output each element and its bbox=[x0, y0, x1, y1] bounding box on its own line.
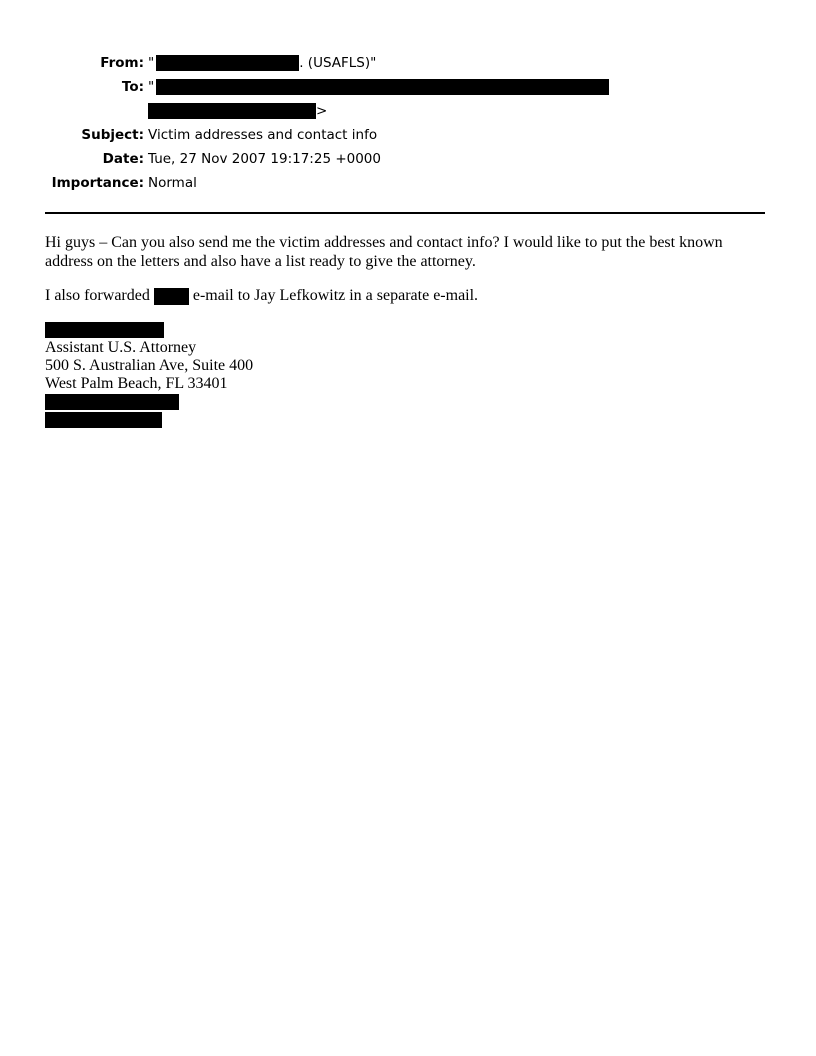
from-row bbox=[0, 52, 816, 76]
from-suffix: . (USAFLS)" bbox=[299, 55, 377, 71]
importance-row bbox=[0, 172, 816, 196]
header-divider bbox=[45, 212, 765, 214]
date-label: Date: bbox=[102, 151, 144, 167]
signature-address-line-1: 500 S. Australian Ave, Suite 400 bbox=[45, 356, 254, 374]
body-paragraph-2 bbox=[45, 287, 765, 306]
signature-block bbox=[45, 321, 765, 429]
redaction-block bbox=[45, 412, 162, 428]
subject-row bbox=[0, 124, 816, 148]
from-value bbox=[148, 52, 376, 74]
to-line2-suffix: > bbox=[316, 103, 328, 119]
signature-title: Assistant U.S. Attorney bbox=[45, 338, 197, 356]
redaction-block bbox=[45, 394, 179, 410]
date-value: Tue, 27 Nov 2007 19:17:25 +0000 bbox=[148, 151, 381, 167]
to-value-line2 bbox=[148, 100, 327, 122]
signature-name-line bbox=[45, 321, 765, 339]
email-body bbox=[45, 234, 765, 429]
paragraph-2-end: e-mail to Jay Lefkowitz in a separate e-mail. bbox=[188, 287, 479, 304]
importance-label: Importance: bbox=[51, 175, 144, 191]
from-label: From: bbox=[100, 55, 144, 71]
body-paragraph-1: Hi guys – Can you also send me the victim addresses and contact info? I would like to put the best known address on the letters and also have a list ready to give the attorney. bbox=[45, 234, 723, 270]
redaction-block bbox=[45, 322, 164, 338]
signature-address-line-2: West Palm Beach, FL 33401 bbox=[45, 374, 228, 392]
redaction-block bbox=[154, 288, 189, 305]
to-prefix: " bbox=[148, 79, 155, 95]
to-row bbox=[0, 76, 816, 100]
from-prefix: " bbox=[148, 55, 155, 71]
signature-contact-line-1 bbox=[45, 393, 765, 411]
to-row-continued bbox=[0, 100, 816, 124]
signature-contact-line-2 bbox=[45, 411, 765, 429]
subject-value: Victim addresses and contact info bbox=[148, 127, 378, 143]
redaction-block bbox=[156, 55, 299, 71]
paragraph-2-start: I also forwarded bbox=[45, 287, 154, 304]
to-label: To: bbox=[121, 79, 144, 95]
redaction-block bbox=[148, 103, 316, 119]
importance-value: Normal bbox=[148, 175, 197, 191]
to-value bbox=[148, 76, 609, 98]
email-header bbox=[0, 52, 816, 196]
redaction-block bbox=[156, 79, 609, 95]
date-row bbox=[0, 148, 816, 172]
subject-label: Subject: bbox=[81, 127, 144, 143]
